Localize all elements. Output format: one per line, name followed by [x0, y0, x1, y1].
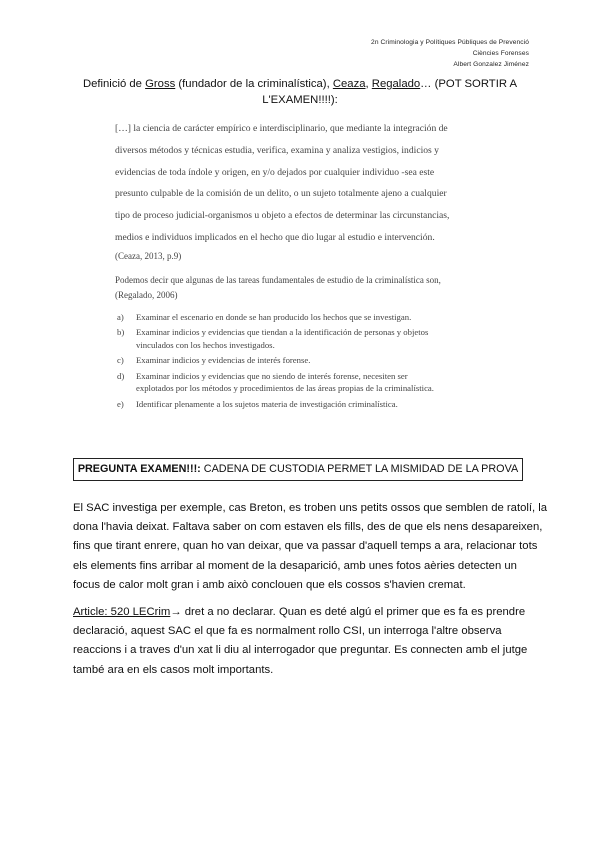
list-item — [115, 398, 480, 410]
title-prefix: Definició de — [82, 78, 146, 90]
paragraph-line: també ara en els casos molt importants. — [73, 663, 274, 676]
list-item — [115, 370, 480, 394]
scanned-quote-block — [115, 118, 480, 414]
paragraph-line: declaració, aquest SAC el que fa es normalment rollo CSI, un interroga l'altre observa — [73, 625, 502, 638]
list-item-text — [136, 370, 480, 394]
page-header — [371, 37, 529, 70]
list-item-label: e) — [117, 399, 124, 409]
list-item — [115, 354, 480, 366]
regalado-line: Podemos decir que algunas de las tareas fundamentales de estudio de la criminalística son, — [115, 274, 441, 285]
quote-line: […] la ciencia de carácter empírico e interdisciplinario, que mediante la integración de — [115, 123, 448, 134]
exam-label: PREGUNTA EXAMEN!!!: — [77, 463, 201, 475]
article-text: → dret a no declarar. Quan es deté algú el primer que es fa es prendre — [170, 606, 526, 618]
header-course: 2n Criminologia y Polítiques Públiques de Prevenció — [371, 39, 529, 46]
list-item-label: d) — [117, 371, 125, 382]
list-item — [115, 311, 480, 323]
list-item-text — [136, 326, 480, 350]
exam-question-box — [73, 458, 523, 481]
quote-citation: (Ceaza, 2013, p.9) — [115, 250, 182, 261]
regalado-line: (Regalado, 2006) — [115, 289, 178, 300]
title-regalado: Regalado — [371, 78, 421, 90]
paragraph-article — [73, 603, 529, 680]
definition-title — [80, 77, 520, 108]
list-item-line: Examinar indicios y evidencias de interés forense. — [136, 355, 311, 366]
title-suffix: … (POT SORTIR A — [420, 78, 518, 90]
paragraph-line: els elements fins arribar al moment de la desaparició, amb unes fotos aèries detecten un — [73, 559, 517, 572]
list-item — [115, 326, 480, 350]
title-ceaza: Ceaza — [332, 78, 366, 90]
tasks-list — [115, 311, 480, 410]
title-comma: , — [365, 78, 372, 90]
list-item-line: vinculados con los hechos investigados. — [136, 339, 275, 350]
paragraph-line — [73, 603, 529, 622]
ceaza-quote — [115, 118, 480, 249]
quote-line: presunto culpable de la comisión de un delito, o un sujeto totalmente ajeno a cualquier — [115, 188, 447, 200]
list-item-line: Identificar plenamente a los sujetos materia de investigación criminalística. — [136, 399, 398, 409]
header-author: Albert Gonzalez Jiménez — [453, 61, 529, 68]
paragraph-line: focus de calor molt gran i amb això conclouen que els cossos s'havien cremat. — [73, 578, 466, 591]
quote-line: tipo de proceso judicial-organismos u objeto a efectos de determinar las circunstancias, — [115, 210, 450, 222]
paragraph-line: fins que tirant enrere, quan ho van deixar, que va passar d'aquell temps a ara, relacionar tots — [73, 540, 538, 553]
list-item-text — [136, 311, 480, 323]
exam-text: CADENA DE CUSTODIA PERMET LA MISMIDAD DE LA PROVA — [200, 463, 519, 475]
title-line2: L'EXAMEN!!!!): — [262, 93, 338, 106]
list-item-line: explotados por los métodos y procedimientos de las áreas propias de la criminalística. — [136, 383, 434, 394]
list-item-text — [136, 354, 480, 366]
list-item-text — [136, 398, 480, 410]
list-item-line: Examinar indicios y evidencias que tiendan a la identificación de personas y objetos — [136, 327, 429, 338]
regalado-intro — [115, 273, 480, 303]
quote-line: evidencias de toda índole y origen, en y/o dejados por cualquier individuo -sea este — [115, 166, 435, 178]
quote-line: medios e individuos implicados en el hecho que dio lugar al estudio e intervención. — [115, 231, 435, 243]
title-middle: (fundador de la criminalística), — [175, 78, 333, 90]
quote-line: diversos métodos y técnicas estudia, verifica, examina y analiza vestigios, indicios y — [115, 144, 439, 156]
paragraph-line: El SAC investiga per exemple, cas Breton, es troben uns petits ossos que semblen de ratolí, la — [73, 502, 548, 514]
list-item-line: Examinar indicios y evidencias que no siendo de interés forense, necesiten ser — [136, 371, 408, 382]
article-reference: Article: 520 LECrim — [73, 606, 171, 618]
list-item-label: b) — [117, 327, 125, 338]
title-gross: Gross — [145, 78, 176, 90]
list-item-line: Examinar el escenario en donde se han producido los hechos que se investigan. — [136, 311, 412, 322]
paragraph-sac-example — [73, 499, 548, 595]
paragraph-line: reaccions i a traves d'un xat li diu al interrogador que preguntar. Es connecten amb el jutge — [73, 644, 528, 657]
header-subject: Ciències Forenses — [472, 50, 529, 57]
list-item-label: a) — [117, 311, 124, 322]
list-item-label: c) — [117, 355, 124, 366]
paragraph-line: dona l'havia deixat. Faltava saber on com estaven els fills, des de que els nens desapareixen, — [73, 521, 543, 534]
